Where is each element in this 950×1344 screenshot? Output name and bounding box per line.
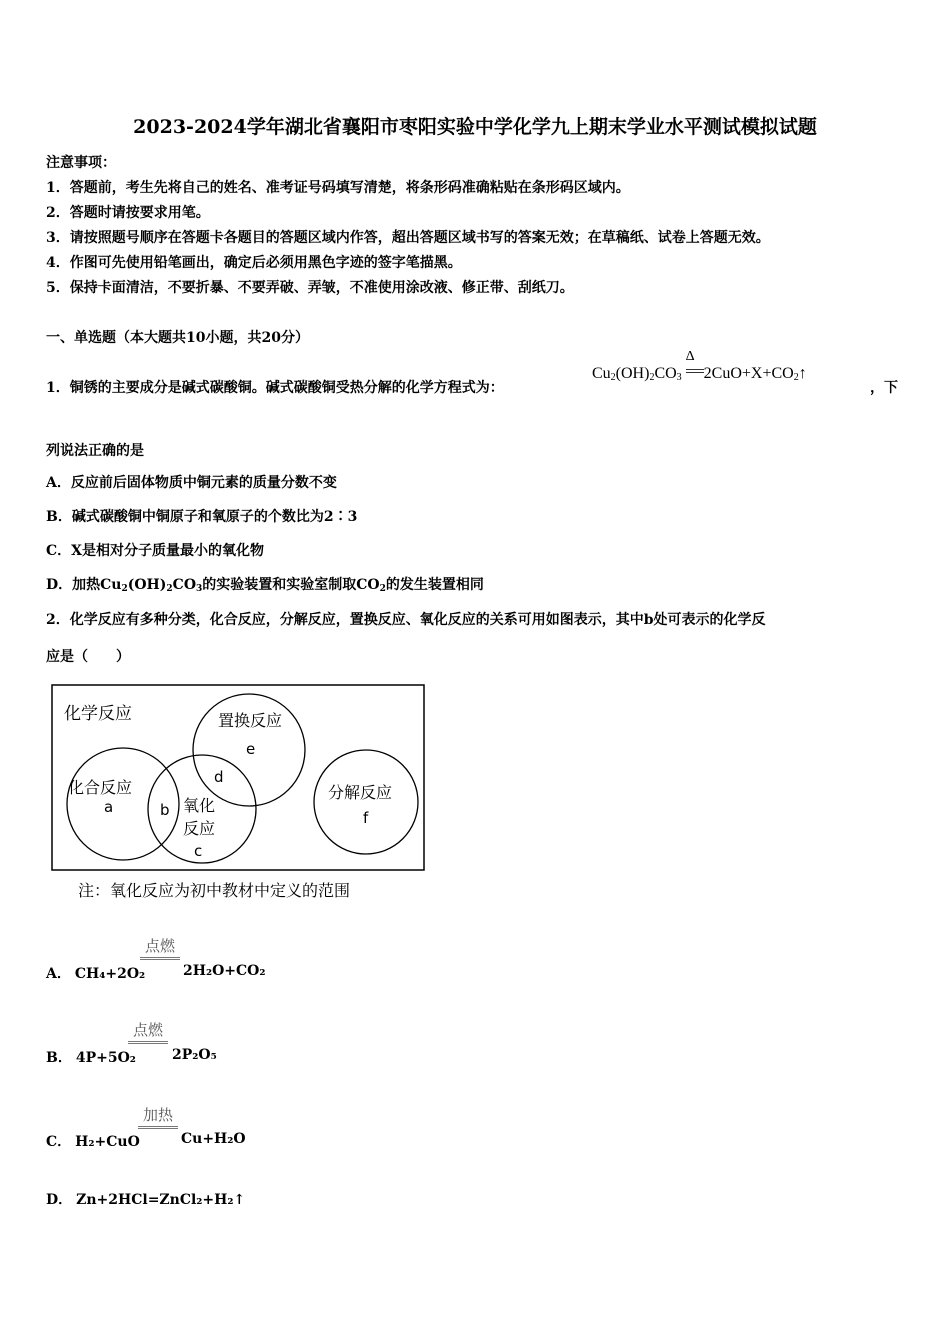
combination-label: 化合反应 (68, 778, 133, 797)
q1-option-a: A．反应前后固体物质中铜元素的质量分数不变 (46, 475, 337, 491)
decomposition-label: 分解反应 (328, 783, 393, 802)
q2-stem-cont: 应是（ ） (46, 649, 130, 665)
q2-option-c: C． H₂+CuO (46, 1134, 140, 1150)
q2-option-a-product: 2H₂O+CO₂ (183, 963, 266, 979)
decomposition-circle (314, 750, 418, 854)
q1-stem-cont: ，下 (870, 380, 898, 396)
region-e: e (246, 740, 256, 758)
oxidation-label-2: 反应 (183, 819, 216, 838)
section-heading: 一、单选题（本大题共10小题，共20分） (46, 330, 309, 346)
q2-option-b-arrow (128, 1041, 168, 1044)
region-c: c (194, 842, 203, 860)
reaction-venn-diagram (40, 678, 440, 910)
q1-equation-condition: Δ (685, 349, 695, 364)
q2-option-c-arrow (138, 1126, 178, 1129)
q2-option-b-product: 2P₂O₅ (172, 1047, 217, 1063)
region-d: d (214, 768, 224, 786)
q1-equation: $Cu_2(OH)_2CO_3$ Δ $2CuO+X+CO_2↑$ (592, 349, 807, 383)
notice-heading: 注意事项： (46, 155, 116, 171)
notice-item: 1．答题前，考生先将自己的姓名、准考证号码填写清楚，将条形码准确粘贴在条形码区域内。 (46, 180, 630, 196)
q2-option-a-condition: 点燃 (144, 937, 175, 955)
box-label: 化学反应 (64, 704, 132, 724)
q1-option-b: B．碱式碳酸铜中铜原子和氧原子的个数比为2∶3 (46, 509, 358, 525)
q2-stem: 2．化学反应有多种分类，化合反应，分解反应，置换反应、氧化反应的关系可用如图表示，其中b处可表示的化学反 (46, 612, 766, 628)
q1-option-d: D．加热$Cu_2(OH)_2CO_3$的实验装置和实验室制取$CO_2$的发生装置相同 (46, 577, 484, 594)
region-b: b (160, 801, 170, 819)
q1-stem-end: 列说法正确的是 (46, 443, 144, 459)
displacement-label: 置换反应 (218, 711, 283, 730)
q2-option-d: D． Zn+2HCl=ZnCl₂+H₂↑ (46, 1192, 246, 1208)
q2-option-a-arrow (140, 957, 180, 960)
q1-stem: 1．铜锈的主要成分是碱式碳酸铜。碱式碳酸铜受热分解的化学方程式为： (46, 380, 504, 396)
notice-item: 3．请按照题号顺序在答题卡各题目的答题区域内作答，超出答题区域书写的答案无效；在草稿纸、试卷上答题无效。 (46, 230, 770, 246)
notice-item: 5．保持卡面清洁，不要折暴、不要弄破、弄皱，不准使用涂改液、修正带、刮纸刀。 (46, 280, 574, 296)
notice-item: 2．答题时请按要求用笔。 (46, 205, 210, 221)
q2-option-c-product: Cu+H₂O (181, 1131, 246, 1147)
notice-item: 4．作图可先使用铅笔画出，确定后必须用黑色字迹的签字笔描黑。 (46, 255, 462, 271)
q1-option-c: C．X是相对分子质量最小的氧化物 (46, 543, 265, 559)
q2-option-b: B． 4P+5O₂ (46, 1050, 136, 1066)
region-a: a (104, 798, 114, 816)
q2-option-a: A． CH₄+2O₂ (46, 966, 146, 982)
page-title: 2023-2024学年湖北省襄阳市枣阳实验中学化学九上期末学业水平测试模拟试题 (133, 116, 817, 138)
region-f: f (363, 809, 369, 827)
oxidation-label-1: 氧化 (183, 796, 216, 815)
q2-option-b-condition: 点燃 (132, 1021, 163, 1039)
q2-option-c-condition: 加热 (142, 1106, 173, 1124)
diagram-note: 注：氧化反应为初中教材中定义的范围 (78, 881, 351, 900)
